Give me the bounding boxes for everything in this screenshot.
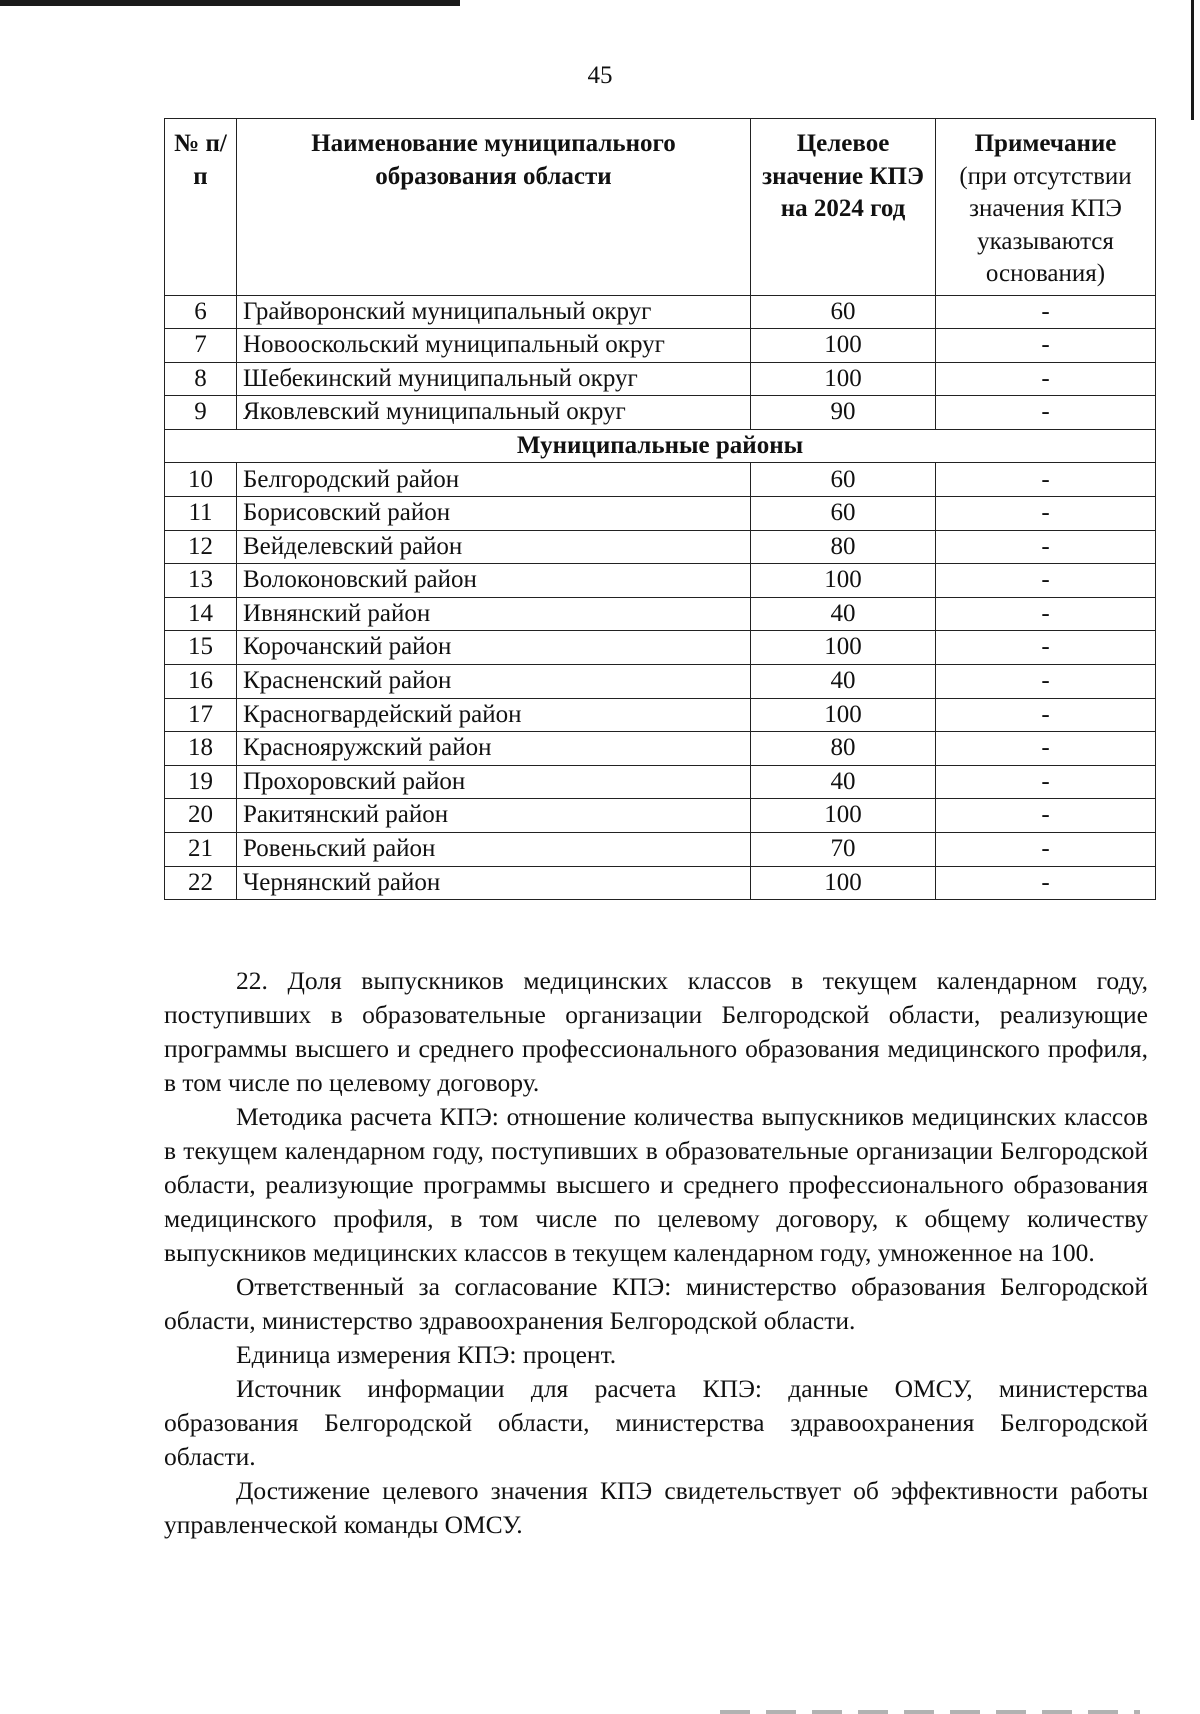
cell-note: - (936, 698, 1156, 732)
cell-name: Яковлевский муниципальный округ (237, 396, 751, 430)
cell-name: Шебекинский муниципальный округ (237, 362, 751, 396)
cell-num: 9 (165, 396, 237, 430)
table-row (165, 530, 1156, 564)
page-number: 45 (587, 62, 613, 89)
cell-num: 18 (165, 732, 237, 766)
cell-num: 16 (165, 665, 237, 699)
cell-value: 40 (751, 597, 936, 631)
cell-name: Красненский район (237, 665, 751, 699)
table-row (165, 362, 1156, 396)
paragraph: Достижение целевого значения КПЭ свидетельствует об эффективности работы управленческой команды ОМСУ. (164, 1476, 1148, 1539)
cell-value: 100 (751, 866, 936, 900)
table-row (165, 732, 1156, 766)
section-title: Муниципальные районы (165, 429, 1156, 463)
table-row (165, 329, 1156, 363)
cell-name: Новооскольский муниципальный округ (237, 329, 751, 363)
section-row (165, 429, 1156, 463)
table-row (165, 631, 1156, 665)
table-row (165, 463, 1156, 497)
table-row (165, 799, 1156, 833)
bottom-scan-marks (720, 1710, 1140, 1714)
cell-num: 20 (165, 799, 237, 833)
cell-num: 21 (165, 833, 237, 867)
top-scan-rule (0, 0, 460, 6)
header-note-title: Примечание (974, 130, 1117, 157)
table-row (165, 665, 1156, 699)
cell-note: - (936, 362, 1156, 396)
cell-value: 90 (751, 396, 936, 430)
cell-note: - (936, 564, 1156, 598)
cell-num: 10 (165, 463, 237, 497)
cell-value: 100 (751, 631, 936, 665)
right-scan-rule (1191, 0, 1194, 120)
cell-value: 100 (751, 698, 936, 732)
cell-num: 14 (165, 597, 237, 631)
header-value: Целевое значение КПЭ на 2024 год (751, 119, 936, 296)
cell-note: - (936, 665, 1156, 699)
cell-note: - (936, 631, 1156, 665)
cell-name: Ивнянский район (237, 597, 751, 631)
header-note-text: (при отсутствии значения КПЭ указываются основания) (959, 162, 1132, 287)
table-row (165, 833, 1156, 867)
paragraph: Единица измерения КПЭ: процент. (236, 1340, 617, 1369)
cell-name: Вейделевский район (237, 530, 751, 564)
table-row (165, 765, 1156, 799)
paragraph: Методика расчета КПЭ: отношение количества выпускников медицинских классов в текущем календарном году, поступивших в образовательные организации Белгородской области, реализующие программы высшего и среднего профессионального образования медицинского профиля, в том числе по целевому договору, к общему количеству выпускников медицинских классов в текущем календарном году, умноженное на 100. (164, 1102, 1148, 1267)
header-num: № п/п (165, 119, 237, 296)
cell-name: Красногвардейский район (237, 698, 751, 732)
cell-note: - (936, 329, 1156, 363)
cell-value: 40 (751, 665, 936, 699)
table-row (165, 396, 1156, 430)
cell-value: 80 (751, 530, 936, 564)
cell-value: 60 (751, 295, 936, 329)
cell-value: 100 (751, 329, 936, 363)
table-row (165, 866, 1156, 900)
cell-num: 12 (165, 530, 237, 564)
cell-value: 70 (751, 833, 936, 867)
cell-value: 80 (751, 732, 936, 766)
kpe-table (164, 118, 1156, 900)
cell-num: 6 (165, 295, 237, 329)
cell-value: 100 (751, 799, 936, 833)
cell-value: 60 (751, 463, 936, 497)
cell-name: Белгородский район (237, 463, 751, 497)
cell-value: 100 (751, 564, 936, 598)
paragraph: Ответственный за согласование КПЭ: министерство образования Белгородской области, министерство здравоохранения Белгородской области. (164, 1272, 1148, 1335)
cell-num: 13 (165, 564, 237, 598)
cell-name: Грайворонский муниципальный округ (237, 295, 751, 329)
cell-note: - (936, 732, 1156, 766)
cell-name: Краснояружский район (237, 732, 751, 766)
cell-name: Ровеньский район (237, 833, 751, 867)
table-row (165, 497, 1156, 531)
cell-num: 7 (165, 329, 237, 363)
text-block (164, 964, 1148, 1542)
cell-note: - (936, 530, 1156, 564)
table-row (165, 564, 1156, 598)
cell-note: - (936, 833, 1156, 867)
cell-note: - (936, 597, 1156, 631)
cell-note: - (936, 396, 1156, 430)
cell-num: 19 (165, 765, 237, 799)
cell-value: 100 (751, 362, 936, 396)
cell-num: 22 (165, 866, 237, 900)
paragraph: Источник информации для расчета КПЭ: данные ОМСУ, министерства образования Белгородской области, министерства здравоохранения Белгородской области. (164, 1374, 1148, 1471)
cell-num: 8 (165, 362, 237, 396)
cell-note: - (936, 497, 1156, 531)
cell-name: Борисовский район (237, 497, 751, 531)
cell-note: - (936, 866, 1156, 900)
cell-value: 40 (751, 765, 936, 799)
cell-num: 17 (165, 698, 237, 732)
table-row (165, 597, 1156, 631)
cell-name: Корочанский район (237, 631, 751, 665)
header-name: Наименование муниципального образования области (237, 119, 751, 296)
table-header-row (165, 119, 1156, 296)
header-note (936, 119, 1156, 296)
cell-num: 15 (165, 631, 237, 665)
cell-note: - (936, 463, 1156, 497)
cell-note: - (936, 765, 1156, 799)
cell-name: Волоконовский район (237, 564, 751, 598)
table-row (165, 698, 1156, 732)
cell-name: Чернянский район (237, 866, 751, 900)
paragraph: 22. Доля выпускников медицинских классов в текущем календарном году, поступивших в образовательные организации Белгородской области, реализующие программы высшего и среднего профессионального образования медицинского профиля, в том числе по целевому договору. (164, 966, 1148, 1097)
cell-name: Ракитянский район (237, 799, 751, 833)
cell-value: 60 (751, 497, 936, 531)
cell-name: Прохоровский район (237, 765, 751, 799)
cell-note: - (936, 295, 1156, 329)
cell-num: 11 (165, 497, 237, 531)
cell-note: - (936, 799, 1156, 833)
table-row (165, 295, 1156, 329)
